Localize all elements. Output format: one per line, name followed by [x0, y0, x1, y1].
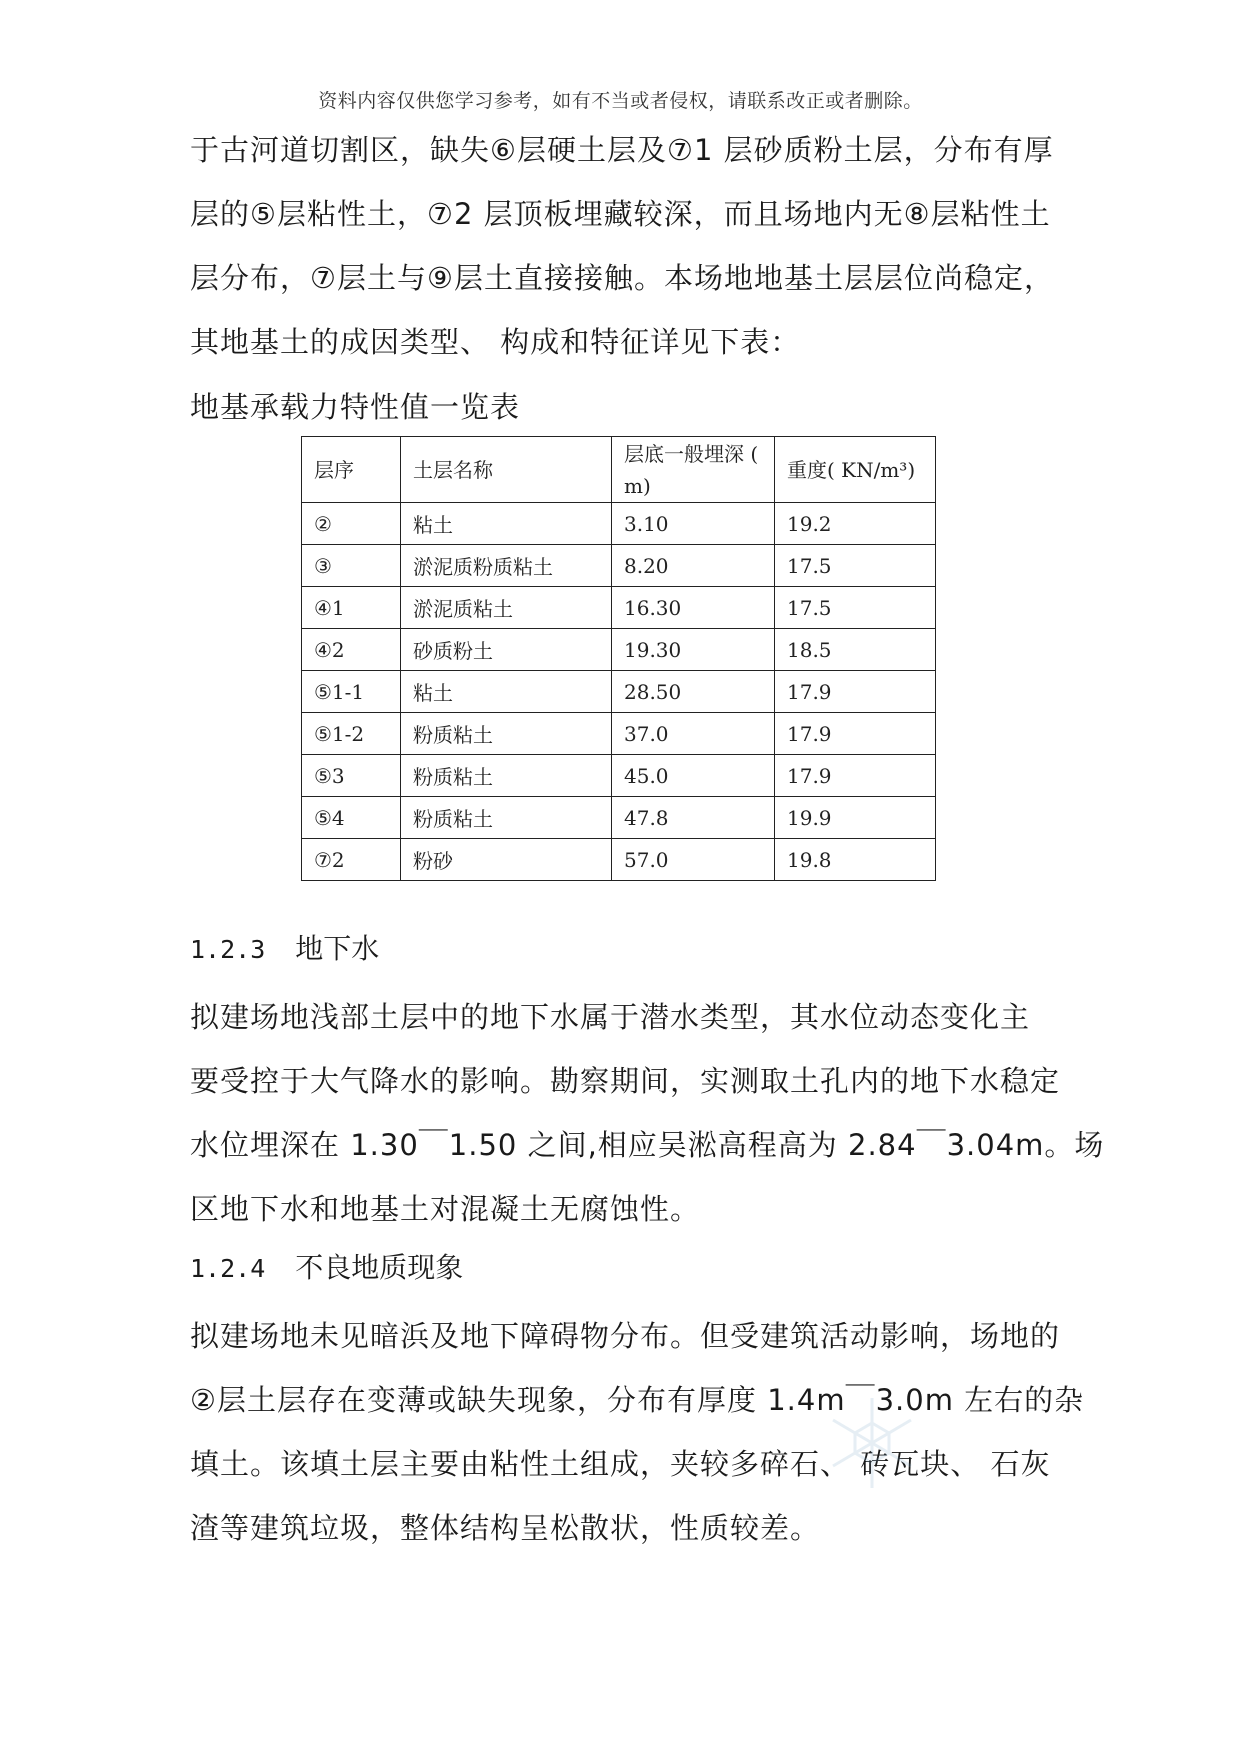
table-cell: 28.50 [612, 671, 775, 713]
column-header: 土层名称 [401, 437, 612, 503]
column-header: 层序 [302, 437, 401, 503]
header-note: 资料内容仅供您学习参考，如有不当或者侵权，请联系改正或者删除。 [318, 90, 923, 112]
table-cell: 粉质粘土 [401, 755, 612, 797]
table-cell: 粉砂 [401, 839, 612, 881]
paragraph-line: 渣等建筑垃圾，整体结构呈松散状，性质较差。 [190, 1511, 821, 1545]
table-body [302, 503, 936, 881]
table-cell: 19.2 [775, 503, 936, 545]
table-cell: 8.20 [612, 545, 775, 587]
section-number: 1.2.3 [190, 935, 266, 964]
table-cell: 粉质粘土 [401, 797, 612, 839]
table-cell: ⑤3 [302, 755, 401, 797]
table-cell: 19.8 [775, 839, 936, 881]
table-row [302, 629, 936, 671]
table-cell: ⑤1-2 [302, 713, 401, 755]
table-cell: 砂质粉土 [401, 629, 612, 671]
table-cell: 19.9 [775, 797, 936, 839]
groundwater-paragraph [190, 985, 1105, 1241]
paragraph-line: 拟建场地未见暗浜及地下障碍物分布。但受建筑活动影响，场地的 [190, 1319, 1061, 1353]
column-header: 重度( KN/m³) [775, 437, 936, 503]
intro-line: 层分布，⑦层土与⑨层土直接接触。本场地地基土层层位尚稳定， [190, 261, 1054, 295]
paragraph-line: ②层土层存在变薄或缺失现象，分布有厚度 1.4m￣3.0m 左右的杂 [190, 1383, 1085, 1417]
table-row [302, 503, 936, 545]
intro-line: 层的⑤层粘性土，⑦2 层顶板埋藏较深，而且场地内无⑧层粘性土 [190, 197, 1051, 231]
table-cell: 17.9 [775, 713, 936, 755]
geology-paragraph [190, 1304, 1085, 1560]
table-row [302, 587, 936, 629]
paragraph-line: 拟建场地浅部土层中的地下水属于潜水类型，其水位动态变化主 [190, 1000, 1031, 1034]
intro-line: 于古河道切割区，缺失⑥层硬土层及⑦1 层砂质粉土层，分布有厚 [190, 133, 1054, 167]
table-cell: 16.30 [612, 587, 775, 629]
table-cell: ⑤1-1 [302, 671, 401, 713]
paragraph-line: 水位埋深在 1.30￣1.50 之间,相应吴淞高程高为 2.84￣3.04m。场 [190, 1128, 1105, 1162]
paragraph-line: 要受控于大气降水的影响。勘察期间，实测取土孔内的地下水稳定 [190, 1064, 1061, 1098]
table-row [302, 545, 936, 587]
table-cell: ③ [302, 545, 401, 587]
table-cell: 淤泥质粘土 [401, 587, 612, 629]
table-cell: 3.10 [612, 503, 775, 545]
table-header-row [302, 437, 936, 503]
table-cell: 17.5 [775, 545, 936, 587]
table-cell: 粉质粘土 [401, 713, 612, 755]
table-cell: ④2 [302, 629, 401, 671]
column-header: 层底一般埋深 ( m) [612, 437, 775, 503]
section-heading-groundwater [190, 924, 379, 975]
table-row [302, 797, 936, 839]
table-row [302, 671, 936, 713]
table-cell: ⑦2 [302, 839, 401, 881]
paragraph-line: 区地下水和地基土对混凝土无腐蚀性。 [190, 1192, 701, 1226]
table-title: 地基承载力特性值一览表 [190, 390, 521, 424]
table-cell: ⑤4 [302, 797, 401, 839]
section-number: 1.2.4 [190, 1254, 266, 1283]
table-cell: 57.0 [612, 839, 775, 881]
soil-layer-table [301, 436, 936, 881]
section-heading-geology [190, 1243, 463, 1294]
table-cell: 19.30 [612, 629, 775, 671]
table-cell: 17.5 [775, 587, 936, 629]
table-cell: ② [302, 503, 401, 545]
snowflake-watermark-icon [822, 1393, 922, 1493]
intro-paragraph [190, 118, 1070, 374]
intro-line: 其地基土的成因类型、 构成和特征详见下表： [190, 325, 801, 359]
table-row [302, 755, 936, 797]
table-cell: 18.5 [775, 629, 936, 671]
table-cell: 17.9 [775, 671, 936, 713]
table-cell: 45.0 [612, 755, 775, 797]
table-cell: 37.0 [612, 713, 775, 755]
paragraph-line: 填土。该填土层主要由粘性土组成，夹较多碎石、 砖瓦块、 石灰 [190, 1447, 1051, 1481]
table-row [302, 713, 936, 755]
table-cell: 17.9 [775, 755, 936, 797]
table-cell: 47.8 [612, 797, 775, 839]
table-cell: 淤泥质粉质粘土 [401, 545, 612, 587]
section-title: 不良地质现象 [295, 1251, 464, 1284]
table-cell: 粘土 [401, 671, 612, 713]
section-title: 地下水 [295, 932, 380, 965]
table-cell: 粘土 [401, 503, 612, 545]
table-row [302, 839, 936, 881]
table-cell: ④1 [302, 587, 401, 629]
